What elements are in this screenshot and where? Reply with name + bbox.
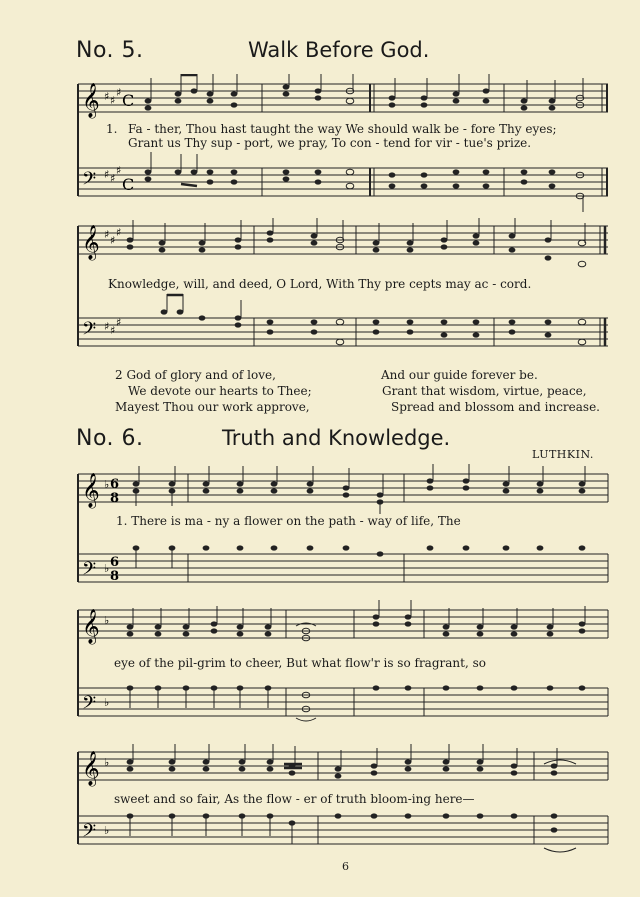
svg-text:C: C xyxy=(122,175,135,194)
svg-text:𝄞: 𝄞 xyxy=(82,225,100,260)
svg-text:♭: ♭ xyxy=(104,756,110,769)
svg-text:8: 8 xyxy=(110,569,120,584)
hymn-5-verse-2-left-1: 2 God of glory and of love, xyxy=(115,368,276,382)
svg-text:8: 8 xyxy=(110,491,120,506)
hymn-5-verse-2-right-1: And our guide forever be. xyxy=(381,368,538,382)
hymn-5-verse-number: 1. xyxy=(106,122,118,136)
svg-text:𝄢: 𝄢 xyxy=(82,319,97,344)
hymn-6-composer: LUTHKIN. xyxy=(532,448,594,461)
svg-text:♯: ♯ xyxy=(110,172,116,185)
svg-text:𝄞: 𝄞 xyxy=(82,609,100,644)
svg-text:♯: ♯ xyxy=(116,164,122,177)
hymn-5-verse-2-left-2: We devote our hearts to Thee; xyxy=(128,384,312,398)
svg-text:♯: ♯ xyxy=(116,86,122,99)
hymn-6-lyric-line-3: sweet and so fair, As the flow - er of truth bloom-ing here— xyxy=(114,792,475,806)
hymn-6-lyric-line-2: eye of the pil-grim to cheer, But what flow'r is so fragrant, so xyxy=(114,656,486,670)
svg-text:♭: ♭ xyxy=(104,614,110,627)
svg-text:C: C xyxy=(122,91,135,110)
hymn-6-number: No. 6. xyxy=(76,426,144,451)
svg-text:♯: ♯ xyxy=(104,168,110,181)
svg-text:𝄢: 𝄢 xyxy=(82,169,97,194)
hymn-5-verse-2-left-3: Mayest Thou our work approve, xyxy=(115,400,310,414)
svg-text:♭: ♭ xyxy=(104,562,110,575)
hymn-5-verse-2-right-3: Spread and blossom and increase. xyxy=(391,400,600,414)
svg-text:♯: ♯ xyxy=(110,234,116,247)
svg-text:♯: ♯ xyxy=(116,226,122,239)
svg-text:♯: ♯ xyxy=(104,90,110,103)
svg-text:♯: ♯ xyxy=(110,324,116,337)
page-number: 6 xyxy=(342,860,349,873)
svg-text:♯: ♯ xyxy=(104,228,110,241)
svg-text:♯: ♯ xyxy=(104,320,110,333)
hymn-5-lyric-line-2: Knowledge, will, and deed, O Lord, With Thy pre cepts may ac - cord. xyxy=(108,277,532,291)
hymn-5-verse-2-right-2: Grant that wisdom, virtue, peace, xyxy=(382,384,587,398)
svg-text:6: 6 xyxy=(110,477,120,492)
hymn-5-lyric-line-1b: Grant us Thy sup - port, we pray, To con - tend for vir - tue's prize. xyxy=(128,136,532,150)
hymn-5-title: Walk Before God. xyxy=(248,38,430,62)
svg-text:♭: ♭ xyxy=(104,824,110,837)
svg-text:𝄞: 𝄞 xyxy=(82,473,100,508)
svg-text:♯: ♯ xyxy=(110,94,116,107)
svg-text:♯: ♯ xyxy=(116,316,122,329)
svg-text:𝄢: 𝄢 xyxy=(82,693,97,718)
svg-text:𝄢: 𝄢 xyxy=(82,821,97,846)
hymn-5-lyric-line-1a: Fa - ther, Thou hast taught the way We should walk be - fore Thy eyes; xyxy=(128,122,557,136)
svg-text:𝄞: 𝄞 xyxy=(82,751,100,786)
hymn-5-number: No. 5. xyxy=(76,38,144,63)
svg-text:♭: ♭ xyxy=(104,478,110,491)
svg-text:𝄞: 𝄞 xyxy=(82,83,100,118)
hymn-6-title: Truth and Knowledge. xyxy=(222,426,451,450)
svg-text:6: 6 xyxy=(110,555,120,570)
svg-text:𝄢: 𝄢 xyxy=(82,559,97,584)
svg-text:♭: ♭ xyxy=(104,696,110,709)
hymn-6-lyric-line-1: 1. There is ma - ny a flower on the path - way of life, The xyxy=(116,514,461,528)
